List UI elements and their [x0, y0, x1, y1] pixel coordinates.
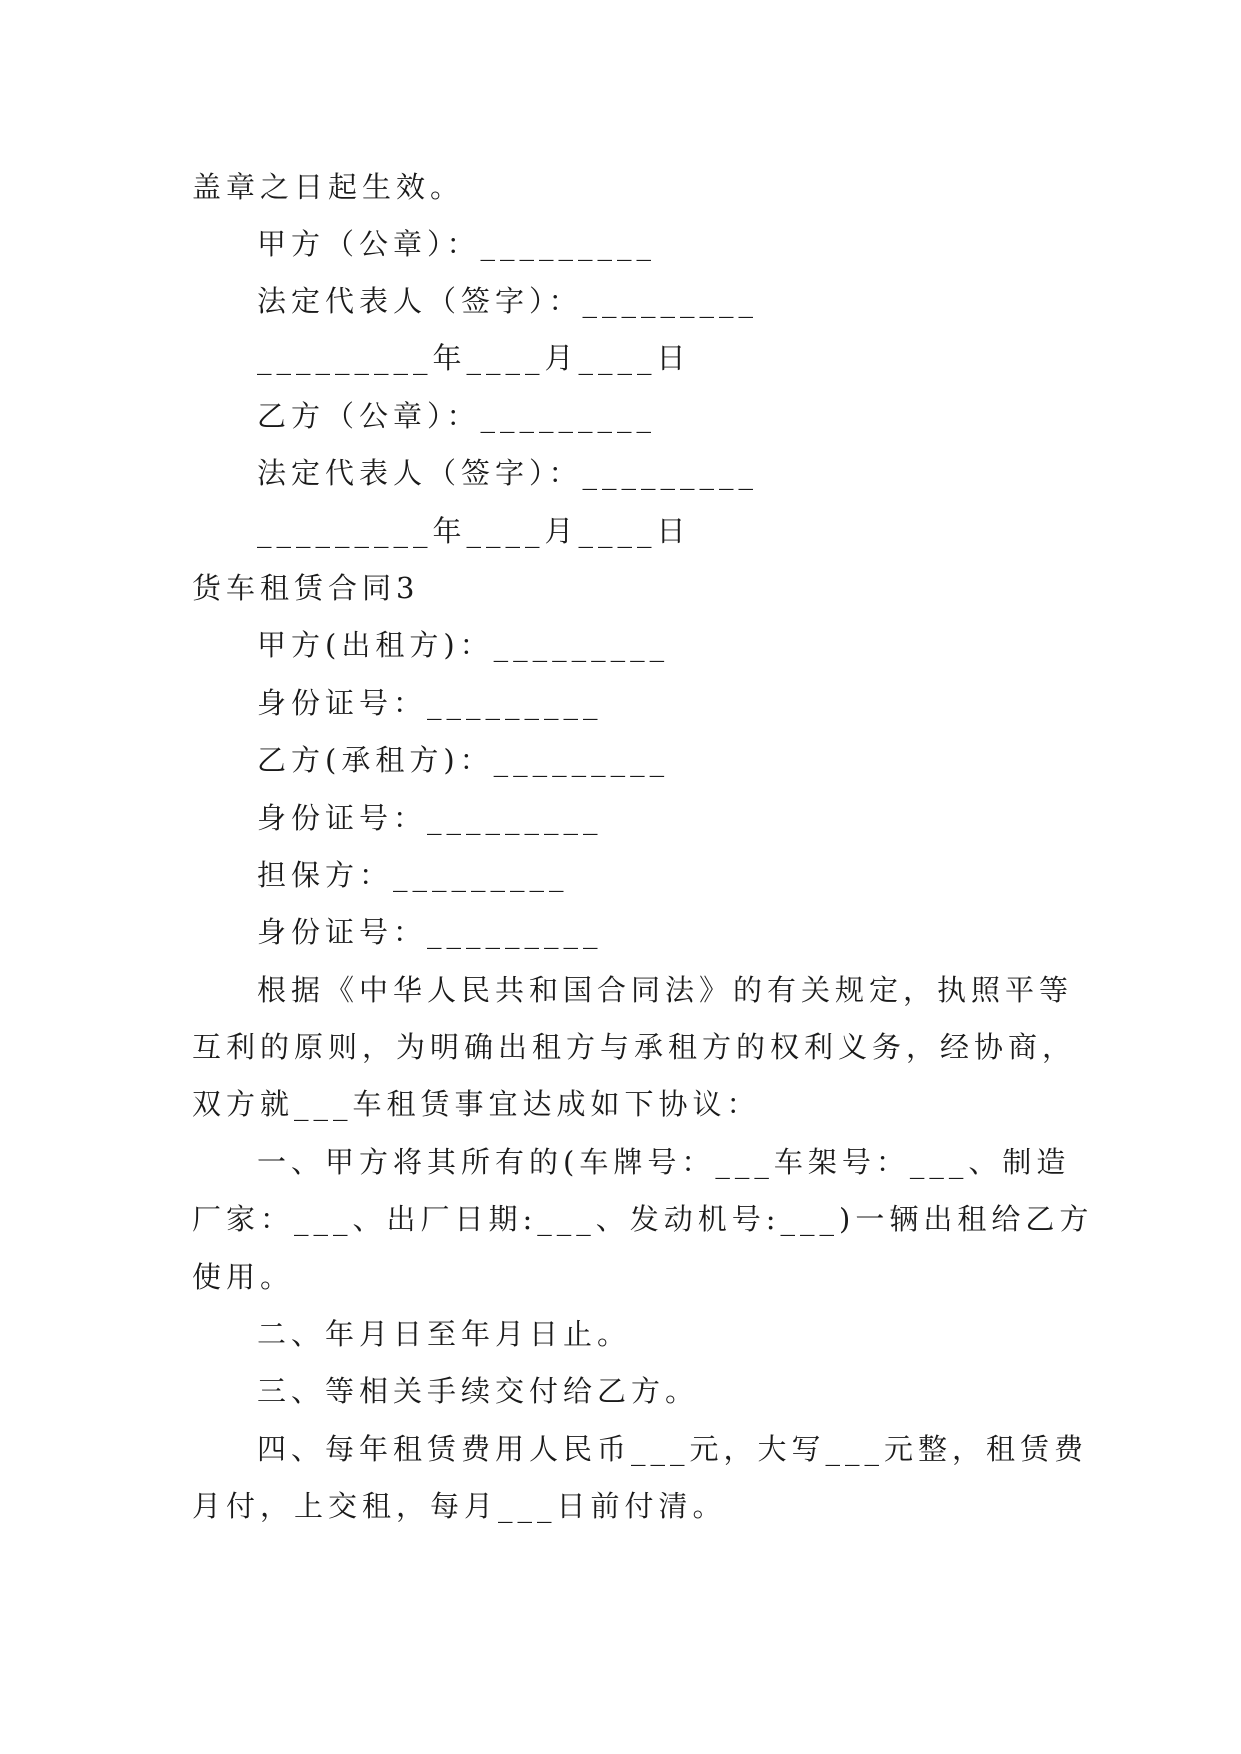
preamble-line-2: 互利的原则，为明确出租方与承租方的权利义务，经协商，	[192, 1030, 1077, 1064]
lessee-line: 乙方(承租方)：_________	[257, 743, 670, 777]
guarantor-line: 担保方：_________	[257, 858, 569, 892]
text-line-1: 盖章之日起生效。	[192, 170, 465, 204]
preamble-line-1: 根据《中华人民共和国合同法》的有关规定，执照平等	[257, 973, 1074, 1007]
clause-1-line-1: 一、甲方将其所有的(车牌号：___车架号：___、制造	[257, 1145, 1071, 1179]
guarantor-id-line: 身份证号：_________	[257, 915, 603, 949]
clause-4-line-1: 四、每年租赁费用人民币___元，大写___元整，租赁费	[257, 1432, 1089, 1466]
party-b-rep-signature-line: 法定代表人（签字）：_________	[257, 456, 759, 490]
clause-3: 三、等相关手续交付给乙方。	[257, 1374, 700, 1408]
party-a-rep-signature-line: 法定代表人（签字）：_________	[257, 284, 759, 318]
party-a-seal-line: 甲方（公章）：_________	[257, 227, 657, 261]
lessor-id-line: 身份证号：_________	[257, 686, 603, 720]
lessee-id-line: 身份证号：_________	[257, 801, 603, 835]
party-a-date-line: _________年____月____日	[257, 341, 691, 375]
clause-2: 二、年月日至年月日止。	[257, 1317, 632, 1351]
clause-4-line-2: 月付，上交租，每月___日前付清。	[192, 1489, 727, 1523]
preamble-line-3: 双方就___车租赁事宜达成如下协议：	[192, 1087, 761, 1121]
contract-title: 货车租赁合同3	[192, 571, 420, 605]
party-b-date-line: _________年____月____日	[257, 514, 691, 548]
lessor-line: 甲方(出租方)：_________	[257, 628, 670, 662]
clause-1-line-3: 使用。	[192, 1260, 295, 1294]
party-b-seal-line: 乙方（公章）：_________	[257, 399, 657, 433]
clause-1-line-2: 厂家：___、出厂日期:___、发动机号:___)一辆出租给乙方	[192, 1202, 1094, 1236]
